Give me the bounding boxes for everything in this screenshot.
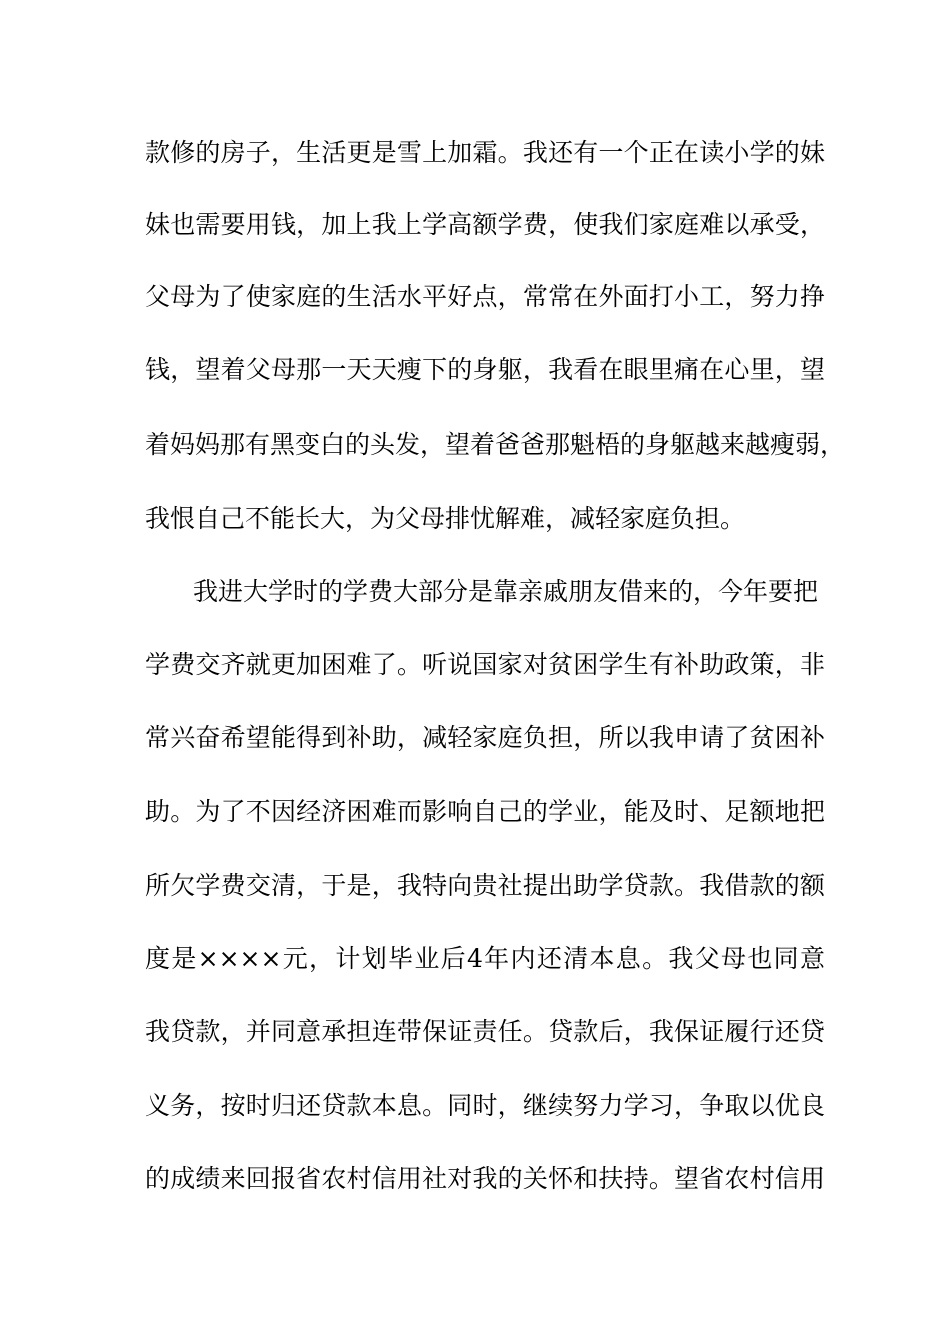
paragraph-line-15: 的成绩来回报省农村信用社对我的关怀和扶持。望省农村信用 (145, 1164, 825, 1193)
paragraph-line-7: 我进大学时的学费大部分是靠亲戚朋友借来的，今年要把 (193, 577, 819, 606)
paragraph-line-12: 度是××××元，计划毕业后4年内还清本息。我父母也同意 (145, 944, 825, 973)
paragraph-line-2: 妹也需要用钱，加上我上学高额学费，使我们家庭难以承受， (145, 210, 825, 239)
paragraph-line-10: 助。为了不因经济困难而影响自己的学业，能及时、足额地把 (145, 797, 825, 826)
paragraph-line-11: 所欠学费交清，于是，我特向贵社提出助学贷款。我借款的额 (145, 871, 825, 900)
paragraph-line-5: 着妈妈那有黑变白的头发，望着爸爸那魁梧的身躯越来越瘦弱， (145, 430, 846, 459)
paragraph-line-3: 父母为了使家庭的生活水平好点，常常在外面打小工，努力挣 (145, 282, 825, 311)
paragraph-line-9: 常兴奋希望能得到补助，减轻家庭负担，所以我申请了贫困补 (145, 723, 825, 752)
paragraph-line-13: 我贷款，并同意承担连带保证责任。贷款后，我保证履行还贷 (145, 1017, 825, 1046)
paragraph-line-4: 钱，望着父母那一天天瘦下的身躯，我看在眼里痛在心里，望 (145, 355, 825, 384)
paragraph-line-1: 款修的房子，生活更是雪上加霜。我还有一个正在读小学的妹 (145, 138, 825, 167)
paragraph-line-8: 学费交齐就更加困难了。听说国家对贫困学生有补助政策，非 (145, 650, 825, 679)
paragraph-line-6: 我恨自己不能长大，为父母排忧解难，减轻家庭负担。 (145, 504, 746, 533)
paragraph-line-14: 义务，按时归还贷款本息。同时，继续努力学习，争取以优良 (145, 1091, 825, 1120)
